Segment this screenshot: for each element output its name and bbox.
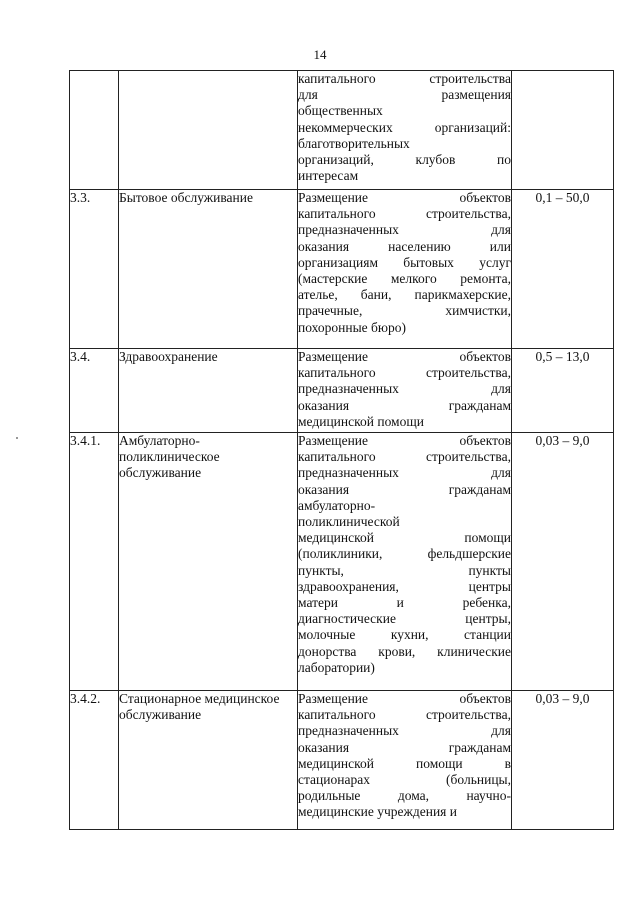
description-line: прачечные, химчистки, [298, 303, 511, 319]
description-line: предназначенных для [298, 465, 511, 481]
description-line: (мастерские мелкого ремонта, [298, 271, 511, 287]
row-area-range: 0,03 – 9,0 [512, 433, 614, 691]
description-line: Размещение объектов [298, 349, 511, 364]
row-description [298, 691, 512, 830]
description-line: предназначенных для [298, 381, 511, 397]
description-line: лаборатории) [298, 659, 375, 675]
description-line: матери и ребенка, [298, 595, 511, 611]
description-line: здравоохранения, центры [298, 578, 511, 594]
description-line: родильные дома, научно- [298, 788, 511, 804]
row-use-type-name: Бытовое обслуживание [119, 190, 298, 349]
row-code: 3.4. [70, 349, 119, 433]
description-line: организациям бытовых услуг [298, 254, 511, 270]
row-area-range: 0,03 – 9,0 [512, 691, 614, 830]
description-line: Размещение объектов [298, 433, 511, 448]
description-line: стационарах (больницы, [298, 772, 511, 788]
description-line: поликлинической [298, 514, 400, 530]
row-description [298, 433, 512, 691]
description-line: медицинской помощи в [298, 755, 511, 771]
description-line: оказания гражданам [298, 739, 511, 755]
table-row [70, 190, 614, 349]
row-description [298, 190, 512, 349]
row-area-range [512, 71, 614, 190]
row-area-range: 0,5 – 13,0 [512, 349, 614, 433]
description-line: (поликлиники, фельдшерские [298, 546, 511, 562]
table-row [70, 349, 614, 433]
description-line: благотворительных [298, 135, 410, 151]
row-use-type-name: Амбулаторно-поликлиническое обслуживание [119, 433, 298, 691]
table-row [70, 71, 614, 190]
row-use-type-name [119, 71, 298, 190]
description-line: интересам [298, 168, 359, 184]
description-line: капитального строительства, [298, 365, 511, 381]
description-line: Размещение объектов [298, 691, 511, 706]
description-line: некоммерческих организаций: [298, 119, 511, 135]
description-line: капитального строительства, [298, 206, 511, 222]
description-line: медицинской помощи [298, 413, 424, 429]
page-number: 14 [313, 47, 327, 62]
row-area-range: 0,1 – 50,0 [512, 190, 614, 349]
row-code: 3.3. [70, 190, 119, 349]
description-line: амбулаторно- [298, 497, 376, 513]
description-line: молочные кухни, станции [298, 627, 511, 643]
land-use-table [69, 70, 614, 830]
description-line: капитального строительства [298, 71, 511, 86]
description-line: организаций, клубов по [298, 152, 511, 168]
description-line: Размещение объектов [298, 190, 511, 205]
description-line: пункты, пункты [298, 562, 511, 578]
description-line: предназначенных для [298, 222, 511, 238]
table-body [70, 71, 614, 830]
scan-speck [16, 437, 18, 439]
description-line: оказания гражданам [298, 397, 511, 413]
row-code: 3.4.2. [70, 691, 119, 830]
description-line: капитального строительства, [298, 449, 511, 465]
description-line: медицинские учреждения и [298, 804, 457, 820]
row-code [70, 71, 119, 190]
row-use-type-name: Здравоохранение [119, 349, 298, 433]
table-row [70, 433, 614, 691]
table-row [70, 691, 614, 830]
description-line: диагностические центры, [298, 611, 511, 627]
description-line: медицинской помощи [298, 530, 511, 546]
description-line: общественных [298, 103, 383, 119]
description-line: оказания гражданам [298, 481, 511, 497]
description-line: предназначенных для [298, 723, 511, 739]
description-line: донорства крови, клинические [298, 643, 511, 659]
description-line: ателье, бани, парикмахерские, [298, 287, 511, 303]
description-line: похоронные бюро) [298, 319, 406, 335]
row-description [298, 349, 512, 433]
description-line: оказания населению или [298, 238, 511, 254]
description-line: для размещения [298, 87, 511, 103]
row-use-type-name: Стационарное медицинское обслуживание [119, 691, 298, 830]
row-description [298, 71, 512, 190]
description-line: капитального строительства, [298, 707, 511, 723]
row-code: 3.4.1. [70, 433, 119, 691]
